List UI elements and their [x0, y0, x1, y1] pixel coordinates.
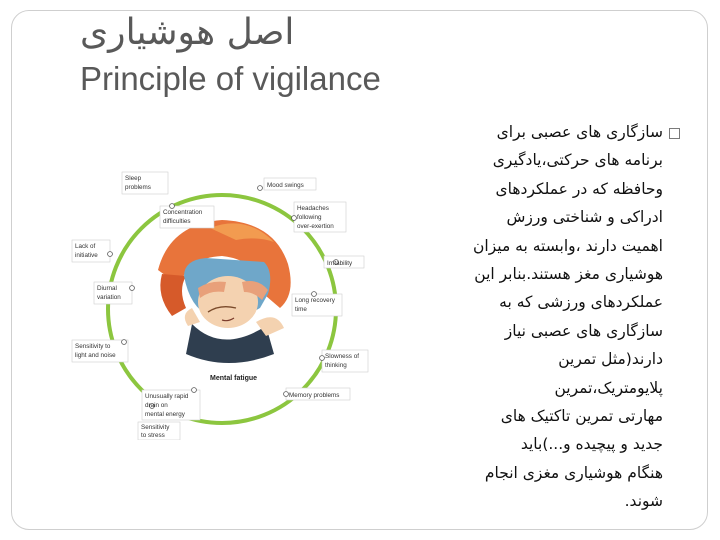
- slide-title-english: Principle of vigilance: [80, 60, 381, 97]
- mental-fatigue-svg: [60, 158, 380, 440]
- body-line: اهمیت دارند ،وابسته به میزان: [473, 236, 663, 255]
- label-line: Headaches: [297, 205, 329, 212]
- body-line: مهارتی تمرین تاکتیک های: [500, 407, 663, 426]
- label-line: Lack of: [75, 243, 96, 250]
- body-line: دارند(مثل تمرین: [558, 350, 663, 369]
- body-line: شوند.: [624, 492, 663, 511]
- body-paragraph: [395, 118, 663, 516]
- ring-marker: [292, 216, 297, 221]
- mental-fatigue-diagram: [60, 158, 380, 440]
- label-line: Sleep: [125, 175, 142, 182]
- label-line: thinking: [325, 362, 347, 369]
- label-line: mental energy: [145, 411, 185, 418]
- label-line: drain on: [145, 402, 168, 409]
- body-line: جدید و پیچیده و...)باید: [520, 435, 663, 454]
- label-line: difficulties: [163, 218, 191, 225]
- body-line: وحافظه که در عملکردهای: [495, 179, 663, 198]
- label-line: initiative: [75, 252, 98, 259]
- label-line: Irritability: [327, 260, 353, 267]
- label-line: Unusually rapid: [145, 393, 189, 400]
- body-line: پلایومتریک،تمرین: [554, 378, 663, 397]
- symptom-label-mood: [267, 182, 304, 189]
- label-line: light and noise: [75, 352, 116, 359]
- symptom-label-memory: [289, 392, 339, 399]
- label-line: Mood swings: [267, 182, 304, 189]
- ring-marker: [284, 392, 289, 397]
- label-line: over-exertion: [297, 223, 334, 230]
- center-label: Mental fatigue: [210, 375, 258, 382]
- body-line: هوشیاری مغز هستند.بنابر این: [474, 265, 663, 284]
- body-line: برنامه های حرکتی،یادگیری: [492, 151, 663, 170]
- ring-marker: [192, 388, 197, 393]
- ring-marker: [130, 286, 135, 291]
- label-line: Sensitivity to: [75, 343, 111, 350]
- label-line: Slowness of: [325, 353, 359, 360]
- symptom-label-irritability: [327, 260, 353, 267]
- bullet-square-icon: [669, 128, 680, 139]
- ring-marker: [258, 186, 263, 191]
- label-line: time: [295, 306, 307, 313]
- ring-marker: [122, 340, 127, 345]
- ring-marker: [108, 252, 113, 257]
- label-line: Concentration: [163, 209, 203, 216]
- body-line: سازگاری های عصبی نیاز: [504, 321, 663, 340]
- ring-marker: [312, 292, 317, 297]
- body-line: هنگام هوشیاری مغزی انجام: [484, 463, 663, 482]
- label-line: Diurnal: [97, 285, 117, 292]
- body-line: عملکردهای ورزشی که به: [499, 293, 663, 312]
- fatigued-woman-illustration: [158, 220, 291, 363]
- label-line: Memory problems: [289, 392, 340, 399]
- label-line: Long recovery: [295, 297, 335, 304]
- label-line: Sensitivity: [141, 424, 170, 431]
- label-line: problems: [125, 184, 151, 191]
- body-line: سازگاری های عصبی برای: [496, 123, 663, 141]
- label-line: variation: [97, 294, 121, 301]
- body-line: ادراکی و شناختی ورزش: [506, 208, 663, 227]
- ring-marker: [320, 356, 325, 361]
- ring-marker: [170, 204, 175, 209]
- label-line: following: [297, 214, 322, 221]
- slide-title-persian: اصل هوشیاری: [80, 12, 295, 53]
- label-line: to stress: [141, 432, 165, 439]
